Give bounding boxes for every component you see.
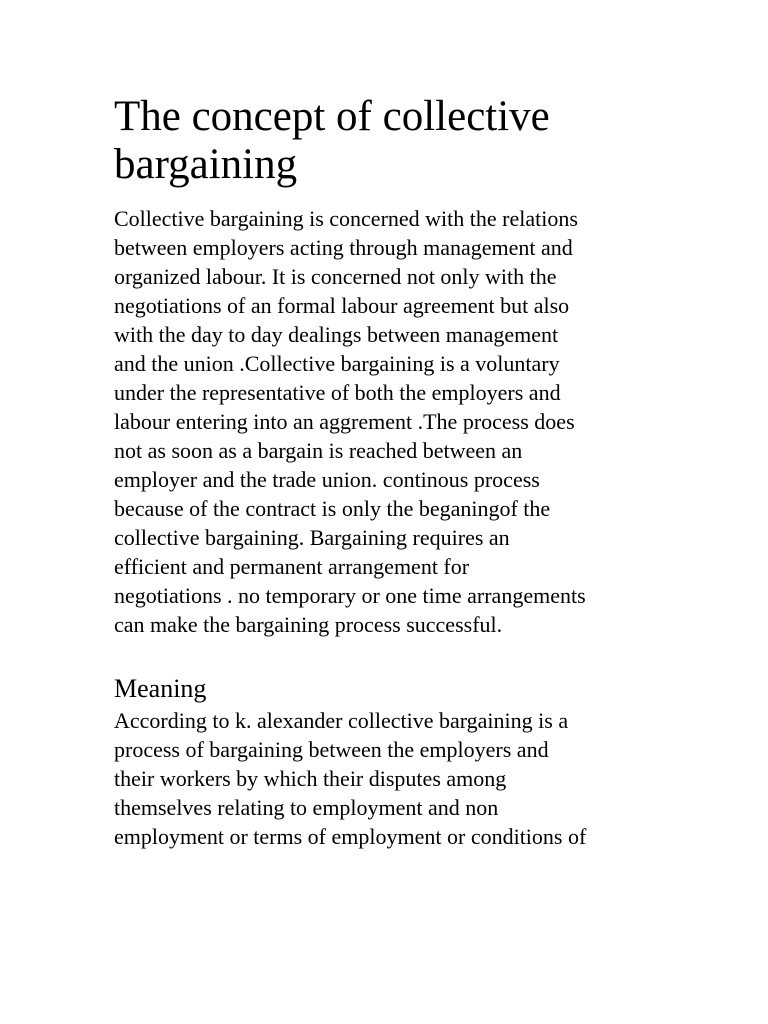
paragraph-line: labour entering into an aggrement .The process does bbox=[114, 409, 575, 434]
paragraph-line: under the representative of both the employers and bbox=[114, 380, 561, 405]
paragraph-line: employer and the trade union. continous process bbox=[114, 467, 540, 492]
document-content bbox=[114, 93, 674, 851]
paragraph-line: because of the contract is only the beganingof the bbox=[114, 496, 551, 521]
paragraph-line: negotiations . no temporary or one time arrangements bbox=[114, 583, 586, 608]
paragraph-line: and the union .Collective bargaining is a voluntary bbox=[114, 351, 560, 376]
meaning-paragraph bbox=[114, 706, 674, 851]
paragraph-line: employment or terms of employment or conditions of bbox=[114, 824, 587, 849]
paragraph-line: process of bargaining between the employers and bbox=[114, 737, 549, 762]
paragraph-line: can make the bargaining process successful. bbox=[114, 612, 503, 637]
paragraph-line: between employers acting through management and bbox=[114, 235, 573, 260]
paragraph-line: negotiations of an formal labour agreement but also bbox=[114, 293, 570, 318]
meaning-heading: Meaning bbox=[114, 674, 207, 703]
paragraph-line: collective bargaining. Bargaining requires an bbox=[114, 525, 510, 550]
paragraph-line: themselves relating to employment and non bbox=[114, 795, 499, 820]
paragraph-line: with the day to day dealings between management bbox=[114, 322, 559, 347]
title-line: bargaining bbox=[114, 141, 298, 188]
paragraph-line: not as soon as a bargain is reached between an bbox=[114, 438, 523, 463]
page-title bbox=[114, 93, 674, 189]
paragraph-line: organized labour. It is concerned not only with the bbox=[114, 264, 557, 289]
paragraph-line: Collective bargaining is concerned with the relations bbox=[114, 206, 578, 231]
intro-paragraph bbox=[114, 204, 674, 639]
paragraph-line: their workers by which their disputes among bbox=[114, 766, 507, 791]
title-line: The concept of collective bbox=[114, 93, 550, 140]
paragraph-line: efficient and permanent arrangement for bbox=[114, 554, 470, 579]
paragraph-line: According to k. alexander collective bargaining is a bbox=[114, 708, 569, 733]
